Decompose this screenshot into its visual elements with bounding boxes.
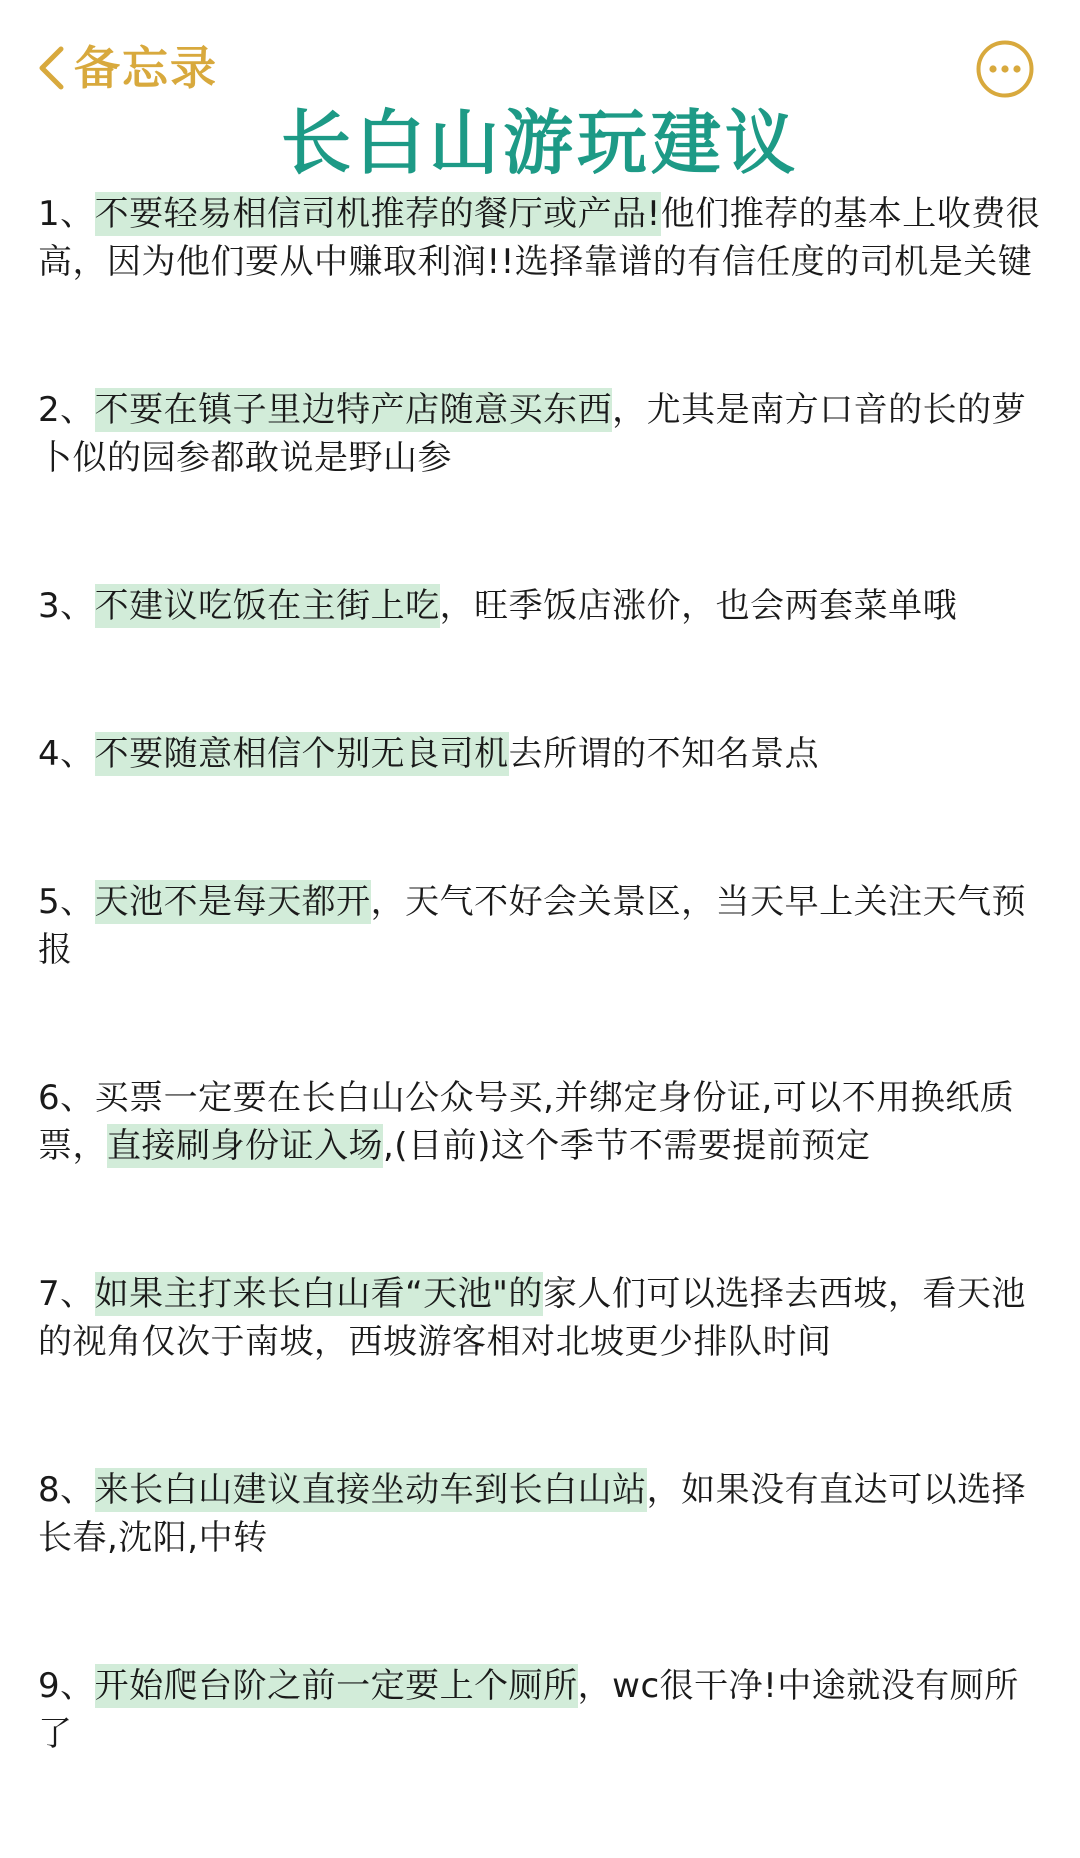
tip-item-7 bbox=[38, 1270, 1042, 1366]
tip-text: ，如果没有直达可以选择长春,沈阳,中转 bbox=[38, 1470, 1027, 1558]
tip-text-lead: 买票一定要在长白山公众号买,并绑定身份证,可以不用换纸质票， bbox=[38, 1078, 1015, 1166]
tip-item-5 bbox=[38, 878, 1042, 974]
tip-item-9 bbox=[38, 1662, 1042, 1758]
tip-number: 5、 bbox=[38, 882, 95, 922]
note-title: 长白山游玩建议 bbox=[281, 102, 799, 184]
tip-item-8 bbox=[38, 1466, 1042, 1562]
tip-item-1 bbox=[38, 190, 1042, 286]
tip-text: 去所谓的不知名景点 bbox=[508, 734, 820, 774]
tip-text: ，wc很干净!中途就没有厕所了 bbox=[38, 1666, 1019, 1754]
more-button[interactable] bbox=[976, 40, 1034, 98]
tip-item-3 bbox=[38, 582, 1042, 630]
tip-number: 7、 bbox=[38, 1274, 95, 1314]
tip-number: 3、 bbox=[38, 586, 95, 626]
tips-list bbox=[38, 190, 1042, 1858]
tip-highlight: 不要随意相信个别无良司机 bbox=[94, 734, 509, 774]
tip-highlight: 直接刷身份证入场 bbox=[107, 1126, 383, 1166]
tip-number: 9、 bbox=[38, 1666, 95, 1706]
tip-highlight: 天池不是每天都开 bbox=[94, 882, 371, 922]
tip-text: ,(目前)这个季节不需要提前预定 bbox=[383, 1126, 871, 1166]
tip-highlight: 开始爬台阶之前一定要上个厕所 bbox=[94, 1666, 578, 1706]
tip-highlight: 如果主打来长白山看“天池"的 bbox=[94, 1274, 543, 1314]
tip-highlight: 不要轻易相信司机推荐的餐厅或产品! bbox=[94, 194, 661, 234]
tip-highlight: 不要在镇子里边特产店随意买东西 bbox=[94, 390, 613, 430]
tip-number: 1、 bbox=[38, 194, 95, 234]
chevron-left-icon bbox=[36, 45, 66, 91]
tip-highlight: 不建议吃饭在主街上吃 bbox=[94, 586, 440, 626]
tip-number: 6、 bbox=[38, 1078, 95, 1118]
back-button[interactable] bbox=[36, 38, 218, 98]
tip-item-6 bbox=[38, 1074, 1042, 1170]
tip-text: 家人们可以选择去西坡，看天池的视角仅次于南坡，西坡游客相对北坡更少排队时间 bbox=[38, 1274, 1026, 1362]
tip-item-2 bbox=[38, 386, 1042, 482]
tip-text: ，旺季饭店涨价，也会两套菜单哦 bbox=[439, 586, 958, 626]
tip-number: 8、 bbox=[38, 1470, 95, 1510]
back-label: 备忘录 bbox=[74, 41, 218, 95]
tip-text: 他们推荐的基本上收费很高，因为他们要从中赚取利润!!选择靠谱的有信任度的司机是关键 bbox=[38, 194, 1041, 282]
tip-text: ，尤其是南方口音的长的萝卜似的园参都敢说是野山参 bbox=[38, 390, 1027, 478]
tip-text: ，天气不好会关景区，当天早上关注天气预报 bbox=[38, 882, 1027, 970]
tip-number: 4、 bbox=[38, 734, 95, 774]
tip-highlight: 来长白山建议直接坐动车到长白山站 bbox=[94, 1470, 647, 1510]
tip-number: 2、 bbox=[38, 390, 95, 430]
tip-item-4 bbox=[38, 730, 1042, 778]
